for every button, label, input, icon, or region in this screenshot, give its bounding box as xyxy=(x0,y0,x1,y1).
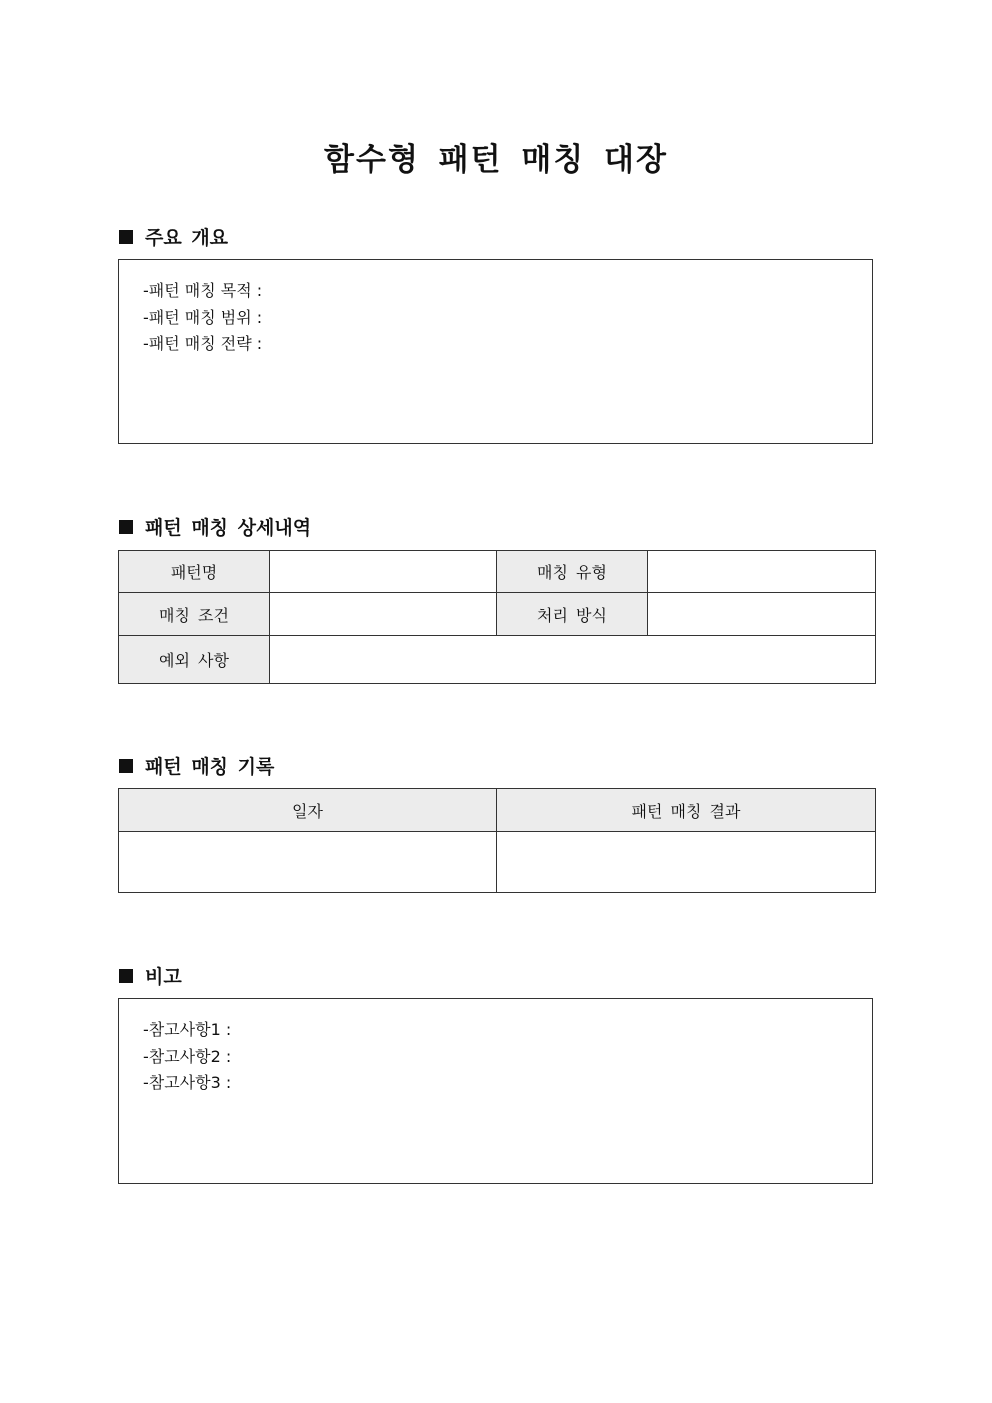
matching-type-label: 매칭 유형 xyxy=(497,551,648,593)
remarks-box[interactable] xyxy=(118,998,873,1184)
date-field[interactable] xyxy=(119,832,497,893)
records-heading-text: 패턴 매칭 기록 xyxy=(145,756,275,778)
remarks-heading xyxy=(119,962,182,989)
square-bullet-icon xyxy=(119,230,133,244)
details-heading-text: 패턴 매칭 상세내역 xyxy=(145,517,312,539)
details-row xyxy=(119,593,876,636)
processing-method-field[interactable] xyxy=(648,593,876,636)
overview-heading xyxy=(119,223,228,250)
matching-type-field[interactable] xyxy=(648,551,876,593)
exceptions-field[interactable] xyxy=(270,636,876,684)
overview-line-scope: -패턴 매칭 범위 : xyxy=(143,307,263,327)
pattern-name-field[interactable] xyxy=(270,551,497,593)
exceptions-label: 예외 사항 xyxy=(119,636,270,684)
remarks-heading-text: 비고 xyxy=(145,966,182,988)
square-bullet-icon xyxy=(119,969,133,983)
details-row xyxy=(119,636,876,684)
matching-condition-field[interactable] xyxy=(270,593,497,636)
overview-line-strategy: -패턴 매칭 전략 : xyxy=(143,334,263,353)
matching-condition-label: 매칭 조건 xyxy=(119,593,270,636)
remarks-line-2: -참고사항2 : xyxy=(143,1046,232,1066)
records-header-row xyxy=(119,789,876,832)
processing-method-label: 처리 방식 xyxy=(497,593,648,636)
remarks-line-1: -참고사항1 : xyxy=(143,1020,232,1039)
square-bullet-icon xyxy=(119,759,133,773)
remarks-line-3: -참고사항3 : xyxy=(143,1073,232,1092)
result-column-header: 패턴 매칭 결과 xyxy=(497,789,876,832)
date-column-header: 일자 xyxy=(119,789,497,832)
page-title: 함수형 패턴 매칭 대장 xyxy=(324,142,668,178)
records-table xyxy=(118,788,876,893)
overview-box[interactable] xyxy=(118,259,873,444)
pattern-name-label: 패턴명 xyxy=(119,551,270,593)
result-field[interactable] xyxy=(497,832,876,893)
records-heading xyxy=(119,752,274,779)
square-bullet-icon xyxy=(119,520,133,534)
overview-line-purpose: -패턴 매칭 목적 : xyxy=(143,281,263,300)
details-heading xyxy=(119,513,311,540)
overview-heading-text: 주요 개요 xyxy=(145,227,229,249)
details-table xyxy=(118,550,876,684)
table-row xyxy=(119,832,876,893)
details-row xyxy=(119,551,876,593)
